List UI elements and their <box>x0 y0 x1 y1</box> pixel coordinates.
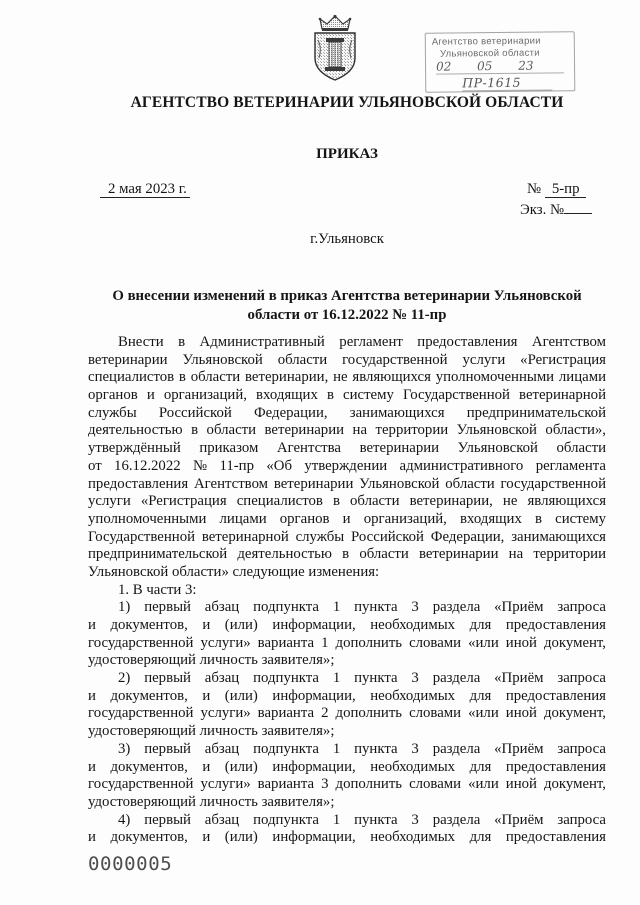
body-line <box>88 352 606 370</box>
body-line-text: ветеринарии Ульяновской области государственной услуги «Регистрация <box>88 351 606 368</box>
stamp-number: ПР-1615 <box>462 74 552 91</box>
body-line <box>88 422 606 440</box>
city: г.Ульяновск <box>310 231 384 247</box>
body-line-text: органов и организаций, входящих в систему Государственной ветеринарной <box>88 387 606 404</box>
body-line-text: государственной услуги» варианта 1 дополнить словами «или иной документ, <box>88 634 606 651</box>
copy-number-blank <box>564 200 592 214</box>
document-type: ПРИКАЗ <box>316 146 378 162</box>
body-line <box>88 670 606 688</box>
body-line-text: удостоверяющий личность заявителя»; <box>88 652 335 669</box>
body-line <box>88 705 606 723</box>
body-line <box>88 776 606 794</box>
body-line <box>88 334 606 352</box>
order-date <box>100 181 190 198</box>
body-line <box>88 476 606 494</box>
body-line <box>88 493 606 511</box>
body-line-text: предпринимательской деятельностью в области ветеринарии на территории <box>88 546 606 563</box>
body-line <box>88 369 606 387</box>
body-line-text: 1) первый абзац подпункта 1 пункта 3 раздела «Приём запроса <box>118 599 606 616</box>
body-line <box>88 440 606 458</box>
body-line-text: службы Российской Федерации, занимающихся предпринимательской <box>88 404 606 421</box>
body-line-text: и документов, и (или) информации, необходимых для предоставления <box>88 687 606 704</box>
agency-name: АГЕНТСТВО ВЕТЕРИНАРИИ УЛЬЯНОВСКОЙ ОБЛАСТИ <box>130 94 564 111</box>
body-line <box>88 794 606 812</box>
body-line <box>88 741 606 759</box>
body-line-text: удостоверяющий личность заявителя»; <box>88 723 335 740</box>
body-line <box>88 617 606 635</box>
coat-of-arms-icon <box>309 14 361 82</box>
body-line-text: Ульяновской области» следующие изменения: <box>88 563 380 580</box>
body-line-text: утверждённый приказом Агентства ветеринарии Ульяновской области <box>88 440 606 457</box>
copy-number <box>520 200 592 219</box>
body-line-text: специалистов в области ветеринарии, не являющихся уполномоченными лицами <box>88 369 606 386</box>
order-title <box>88 287 606 325</box>
body-line-text: удостоверяющий личность заявителя»; <box>88 793 335 810</box>
body-line-text: 4) первый абзац подпункта 1 пункта 3 раздела «Приём запроса <box>118 811 606 828</box>
order-number-value: 5-пр <box>545 181 587 198</box>
body-line-text: деятельностью в области ветеринарии на территории Ульяновской области», <box>88 422 606 439</box>
body-line-text: 1. В части 3: <box>118 581 197 598</box>
title-line: О внесении изменений в приказ Агентства ветеринарии Ульяновской <box>112 288 582 304</box>
form-serial-number: 0000005 <box>88 853 173 875</box>
body-line-text: и документов, и (или) информации, необходимых для предоставления <box>88 758 606 775</box>
body-line <box>88 511 606 529</box>
body-line <box>88 582 606 600</box>
registration-stamp <box>425 31 576 93</box>
body-line <box>88 599 606 617</box>
body-line <box>88 387 606 405</box>
body-line <box>88 812 606 830</box>
order-number <box>527 181 586 198</box>
body-line <box>88 529 606 547</box>
body-line <box>88 405 606 423</box>
stamp-org-line2: Ульяновской области <box>439 47 540 60</box>
body-line <box>88 564 606 582</box>
body-line <box>88 458 606 476</box>
body-line-text: от 16.12.2022 № 11-пр «Об утверждении административного регламента <box>88 457 606 474</box>
body-line-text: предоставления Агентством ветеринарии Ульяновской области государственной <box>88 475 606 492</box>
order-body <box>88 334 606 847</box>
stamp-org-line1: Агентство ветеринарии <box>431 35 541 48</box>
body-line <box>88 723 606 741</box>
body-line <box>88 759 606 777</box>
body-line-text: уполномоченными лицами органов и организаций, входящих в систему <box>88 510 606 527</box>
body-line <box>88 652 606 670</box>
body-line-text: 2) первый абзац подпункта 1 пункта 3 раздела «Приём запроса <box>118 670 606 687</box>
body-line <box>88 635 606 653</box>
stamp-date: 02 05 23 <box>436 58 564 74</box>
body-line-text: услуги «Регистрация специалистов в области ветеринарии, не являющихся <box>88 493 606 510</box>
body-line-text: Государственной ветеринарной службы Российской Федерации, занимающихся <box>88 528 606 545</box>
body-line <box>88 688 606 706</box>
body-line-text: и документов, и (или) информации, необходимых для предоставления <box>88 829 606 846</box>
order-date-value: 2 мая 2023 г. <box>100 181 190 198</box>
body-line <box>88 829 606 847</box>
body-line-text: государственной услуги» варианта 3 дополнить словами «или иной документ, <box>88 776 606 793</box>
body-line-text: Внести в Административный регламент предоставления Агентством <box>118 334 606 350</box>
body-line <box>88 546 606 564</box>
body-line-text: государственной услуги» варианта 2 дополнить словами «или иной документ, <box>88 705 606 722</box>
order-number-label: № <box>527 181 542 197</box>
title-line: области от 16.12.2022 № 11-пр <box>247 307 447 323</box>
body-line-text: и документов, и (или) информации, необходимых для предоставления <box>88 617 606 633</box>
copy-number-label: Экз. № <box>520 202 565 218</box>
body-line-text: 3) первый абзац подпункта 1 пункта 3 раздела «Приём запроса <box>118 740 606 757</box>
